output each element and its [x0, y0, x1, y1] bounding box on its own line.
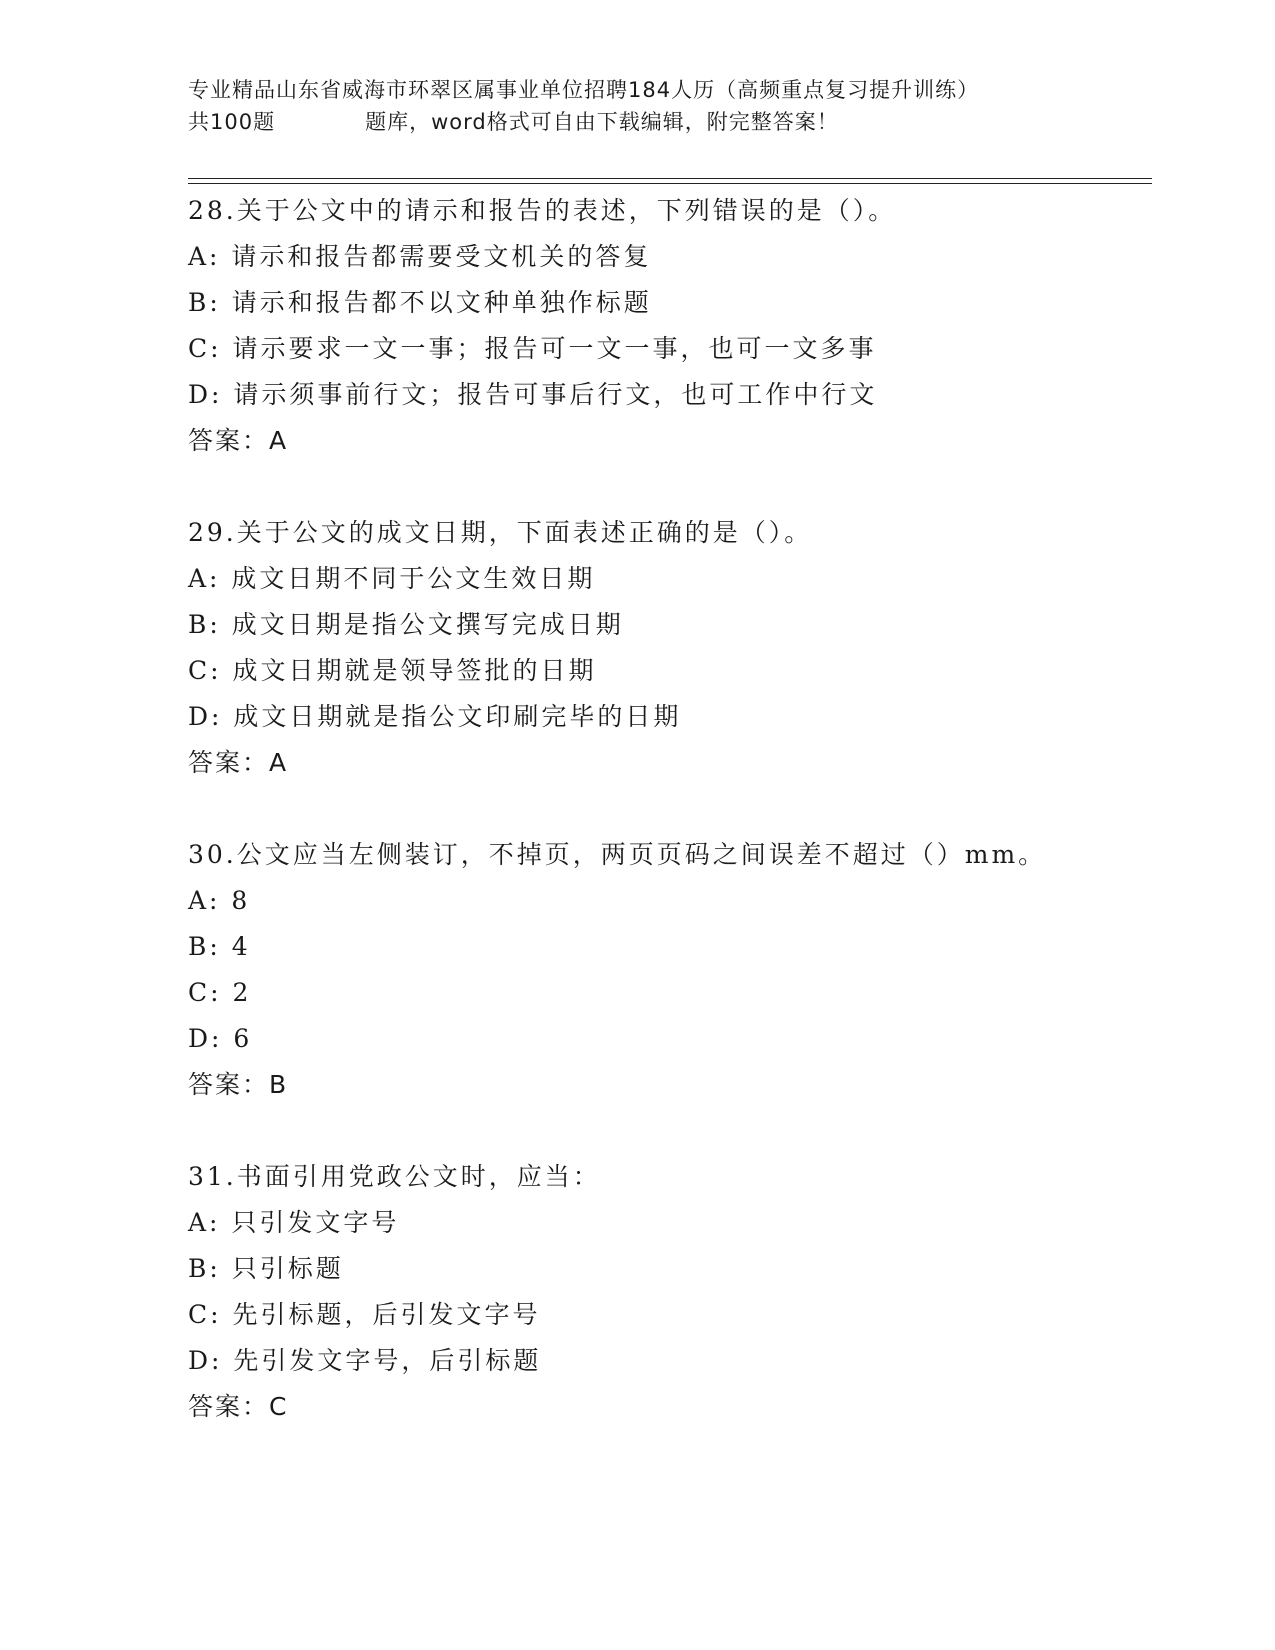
option-b: B: 只引标题 [188, 1254, 344, 1283]
answer-line: 答案：A [188, 748, 289, 777]
question-list [188, 188, 1148, 1430]
option-c: C: 2 [188, 978, 252, 1007]
header-question-count: 共100题 [188, 110, 276, 134]
question-stem: 29.关于公文的成文日期，下面表述正确的是（）。 [188, 518, 813, 547]
question-item [188, 510, 1148, 832]
option-c: C: 先引标题，后引发文字号 [188, 1300, 541, 1329]
header-subtitle [188, 106, 1148, 138]
header-description: 题库，word格式可自由下载编辑，附完整答案！ [365, 110, 839, 134]
option-a: A: 成文日期不同于公文生效日期 [188, 564, 596, 593]
question-item [188, 1154, 1148, 1430]
option-d: D: 成文日期就是指公文印刷完毕的日期 [188, 702, 682, 731]
option-c: C: 成文日期就是领导签批的日期 [188, 656, 597, 685]
option-d: D: 请示须事前行文；报告可事后行文，也可工作中行文 [188, 380, 878, 409]
option-d: D: 6 [188, 1024, 253, 1053]
option-b: B: 4 [188, 932, 251, 961]
answer-line: 答案：C [188, 1392, 289, 1421]
header-divider-bottom [188, 183, 1152, 184]
option-a: A: 请示和报告都需要受文机关的答复 [188, 242, 652, 271]
header-title: 专业精品山东省威海市环翠区属事业单位招聘184人历（高频重点复习提升训练） [188, 78, 980, 102]
question-item [188, 832, 1148, 1154]
document-header [188, 74, 1148, 138]
question-stem: 28.关于公文中的请示和报告的表述，下列错误的是（）。 [188, 196, 897, 225]
question-item [188, 188, 1148, 510]
header-divider-top [188, 178, 1152, 179]
option-a: A: 只引发文字号 [188, 1208, 400, 1237]
option-d: D: 先引发文字号，后引标题 [188, 1346, 542, 1375]
option-c: C: 请示要求一文一事；报告可一文一事，也可一文多事 [188, 334, 877, 363]
option-b: B: 请示和报告都不以文种单独作标题 [188, 288, 652, 317]
question-stem: 30.公文应当左侧装订，不掉页，两页页码之间误差不超过（）mm。 [188, 840, 1047, 869]
option-b: B: 成文日期是指公文撰写完成日期 [188, 610, 624, 639]
question-stem: 31.书面引用党政公文时，应当： [188, 1162, 601, 1191]
option-a: A: 8 [188, 886, 251, 915]
answer-line: 答案：B [188, 1070, 289, 1099]
answer-line: 答案：A [188, 426, 289, 455]
